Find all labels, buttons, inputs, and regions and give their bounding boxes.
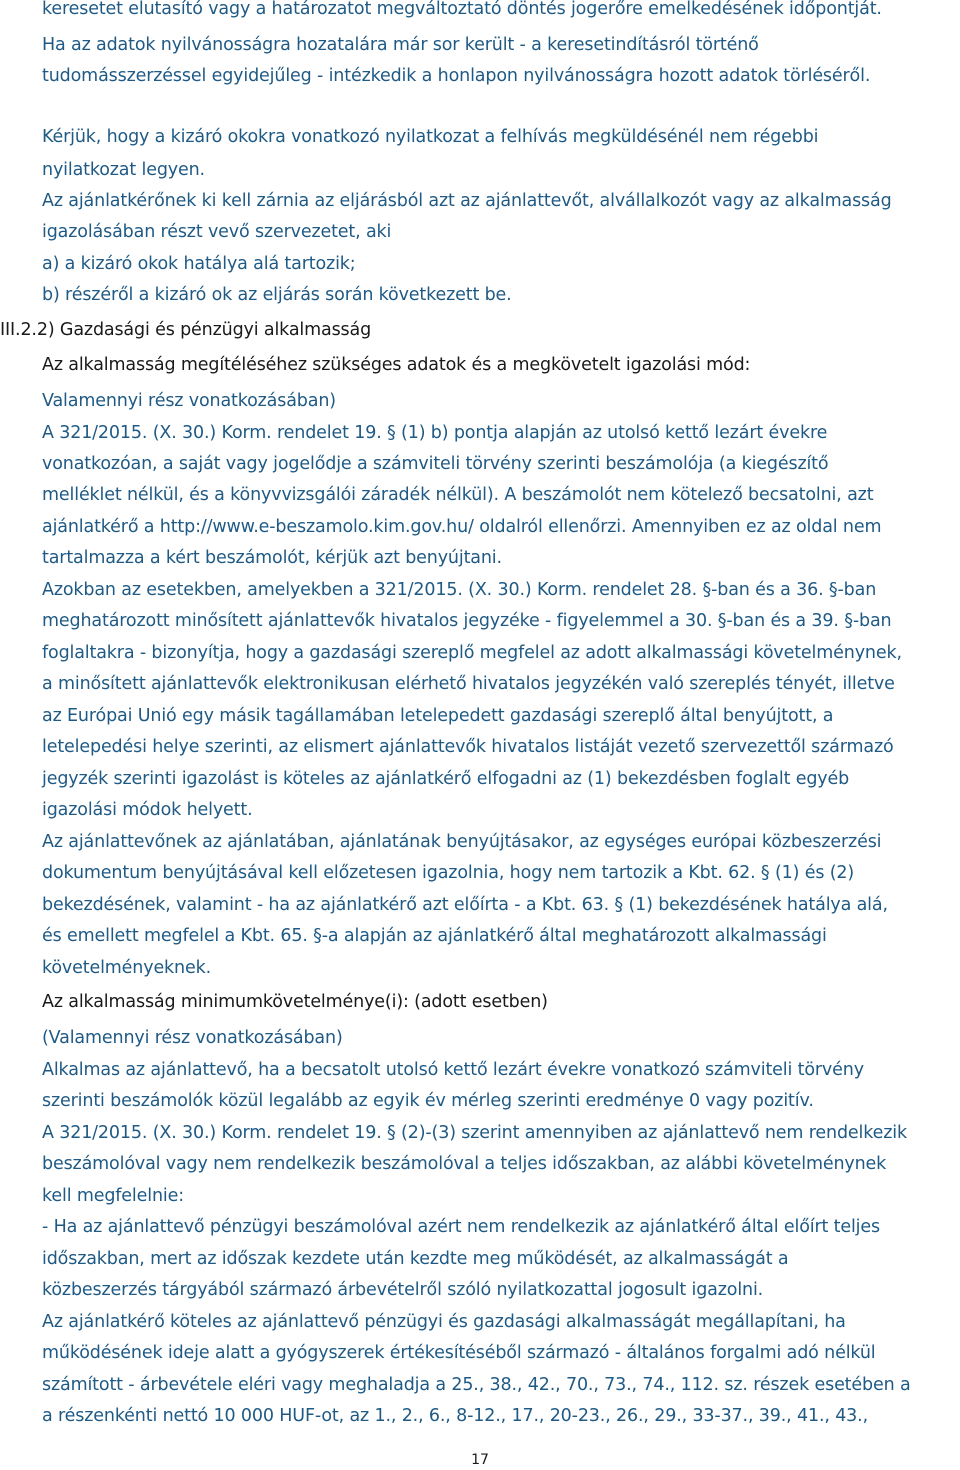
text-line: Valamennyi rész vonatkozásában)	[42, 391, 336, 411]
text-line: közbeszerzés tárgyából származó árbevételről szóló nyilatkozattal jogosult igazolni.	[42, 1280, 764, 1300]
text-line: Alkalmas az ajánlattevő, ha a becsatolt utolsó kettő lezárt évekre vonatkozó számviteli törvény	[42, 1060, 864, 1080]
text-line: és emellett megfelel a Kbt. 65. §-a alapján az ajánlatkérő által meghatározott alkalmassági	[42, 926, 827, 946]
text-line: Kérjük, hogy a kizáró okokra vonatkozó nyilatkozat a felhívás megküldésénél nem régebbi	[42, 127, 819, 147]
text-line: vonatkozóan, a saját vagy jogelődje a számviteli törvény szerinti beszámolója (a kiegészítő	[42, 454, 829, 474]
text-line: kell megfelelnie:	[42, 1186, 184, 1206]
text-line: tudomásszerzéssel egyidejűleg - intézkedik a honlapon nyilvánosságra hozott adatok törléséről.	[42, 66, 871, 86]
text-line: Az ajánlattevőnek az ajánlatában, ajánlatának benyújtásakor, az egységes európai közbeszerzési	[42, 832, 882, 852]
text-line: A 321/2015. (X. 30.) Korm. rendelet 19. § (2)-(3) szerint amennyiben az ajánlattevő nem rendelkezik	[42, 1123, 907, 1143]
text-line: melléklet nélkül, és a könyvvizsgálói záradék nélkül). A beszámolót nem kötelező becsatolni, azt	[42, 485, 874, 505]
text-line: meghatározott minősített ajánlattevők hivatalos jegyzéke - figyelemmel a 30. §-ban és a 39. §-ban	[42, 611, 892, 631]
text-line: az Európai Unió egy másik tagállamában letelepedett gazdasági szereplő által benyújtott, a	[42, 706, 834, 726]
text-line: a) a kizáró okok hatálya alá tartozik;	[42, 254, 356, 274]
text-line: keresetet elutasító vagy a határozatot megváltoztató döntés jogerőre emelkedésének időpontját.	[42, 0, 882, 19]
text-line: beszámolóval vagy nem rendelkezik beszámolóval a teljes időszakban, az alábbi követelménynek	[42, 1154, 887, 1174]
text-line: A 321/2015. (X. 30.) Korm. rendelet 19. § (1) b) pontja alapján az utolsó kettő lezárt évekre	[42, 423, 828, 443]
section-heading: III.2.2) Gazdasági és pénzügyi alkalmasság	[0, 320, 372, 340]
text-line: Az alkalmasság megítéléséhez szükséges adatok és a megkövetelt igazolási mód:	[42, 355, 751, 375]
text-line: letelepedési helye szerinti, az elismert ajánlattevők hivatalos listáját vezető szervezettől származó	[42, 737, 894, 757]
text-line: Az alkalmasság minimumkövetelménye(i): (adott esetben)	[42, 992, 548, 1012]
page-number: 17	[471, 1452, 489, 1468]
text-line: jegyzék szerinti igazolást is köteles az ajánlatkérő elfogadni az (1) bekezdésben foglalt egyéb	[42, 769, 850, 789]
text-line: ajánlatkérő a http://www.e-beszamolo.kim.gov.hu/ oldalról ellenőrzi. Amennyiben ez az oldal nem	[42, 517, 882, 537]
text-line: számított - árbevétele eléri vagy meghaladja a 25., 38., 42., 70., 73., 74., 112. sz. részek esetében a	[42, 1375, 911, 1395]
text-line: követelményeknek.	[42, 958, 211, 978]
text-line: szerinti beszámolók közül legalább az egyik év mérleg szerinti eredménye 0 vagy pozitív.	[42, 1091, 814, 1111]
text-line: Az ajánlatkérő köteles az ajánlattevő pénzügyi és gazdasági alkalmasságát megállapítani, ha	[42, 1312, 846, 1332]
text-line: igazolásában részt vevő szervezetet, aki	[42, 222, 392, 242]
text-line: - Ha az ajánlattevő pénzügyi beszámolóval azért nem rendelkezik az ajánlatkérő által előírt teljes	[42, 1217, 880, 1237]
text-line: időszakban, mert az időszak kezdete után kezdte meg működését, az alkalmasságát a	[42, 1249, 789, 1269]
text-line: a részenkénti nettó 10 000 HUF-ot, az 1., 2., 6., 8-12., 17., 20-23., 26., 29., 33-37., 39., 41., 43.,	[42, 1406, 868, 1426]
text-line: dokumentum benyújtásával kell előzetesen igazolnia, hogy nem tartozik a Kbt. 62. § (1) és (2)	[42, 863, 855, 883]
text-line: b) részéről a kizáró ok az eljárás során következett be.	[42, 285, 512, 305]
text-line: bekezdésének, valamint - ha az ajánlatkérő azt előírta - a Kbt. 63. § (1) bekezdésének hatálya alá,	[42, 895, 888, 915]
text-line: Az ajánlatkérőnek ki kell zárnia az eljárásból azt az ajánlattevőt, alvállalkozót vagy az alkalmasság	[42, 191, 892, 211]
text-line: a minősített ajánlattevők elektronikusan elérhető hivatalos jegyzékén való szereplés tényét, illetve	[42, 674, 895, 694]
text-line: nyilatkozat legyen.	[42, 160, 205, 180]
text-line: igazolási módok helyett.	[42, 800, 253, 820]
text-line: (Valamennyi rész vonatkozásában)	[42, 1028, 343, 1048]
text-line: Azokban az esetekben, amelyekben a 321/2015. (X. 30.) Korm. rendelet 28. §-ban és a 36. §-ban	[42, 580, 877, 600]
text-line: működésének ideje alatt a gyógyszerek értékesítéséből származó - általános forgalmi adó nélkül	[42, 1343, 876, 1363]
text-line: tartalmazza a kért beszámolót, kérjük azt benyújtani.	[42, 548, 502, 568]
text-line: foglaltakra - bizonyítja, hogy a gazdasági szereplő megfelel az adott alkalmassági követelménynek,	[42, 643, 902, 663]
text-line: Ha az adatok nyilvánosságra hozatalára már sor került - a keresetindításról történő	[42, 35, 759, 55]
